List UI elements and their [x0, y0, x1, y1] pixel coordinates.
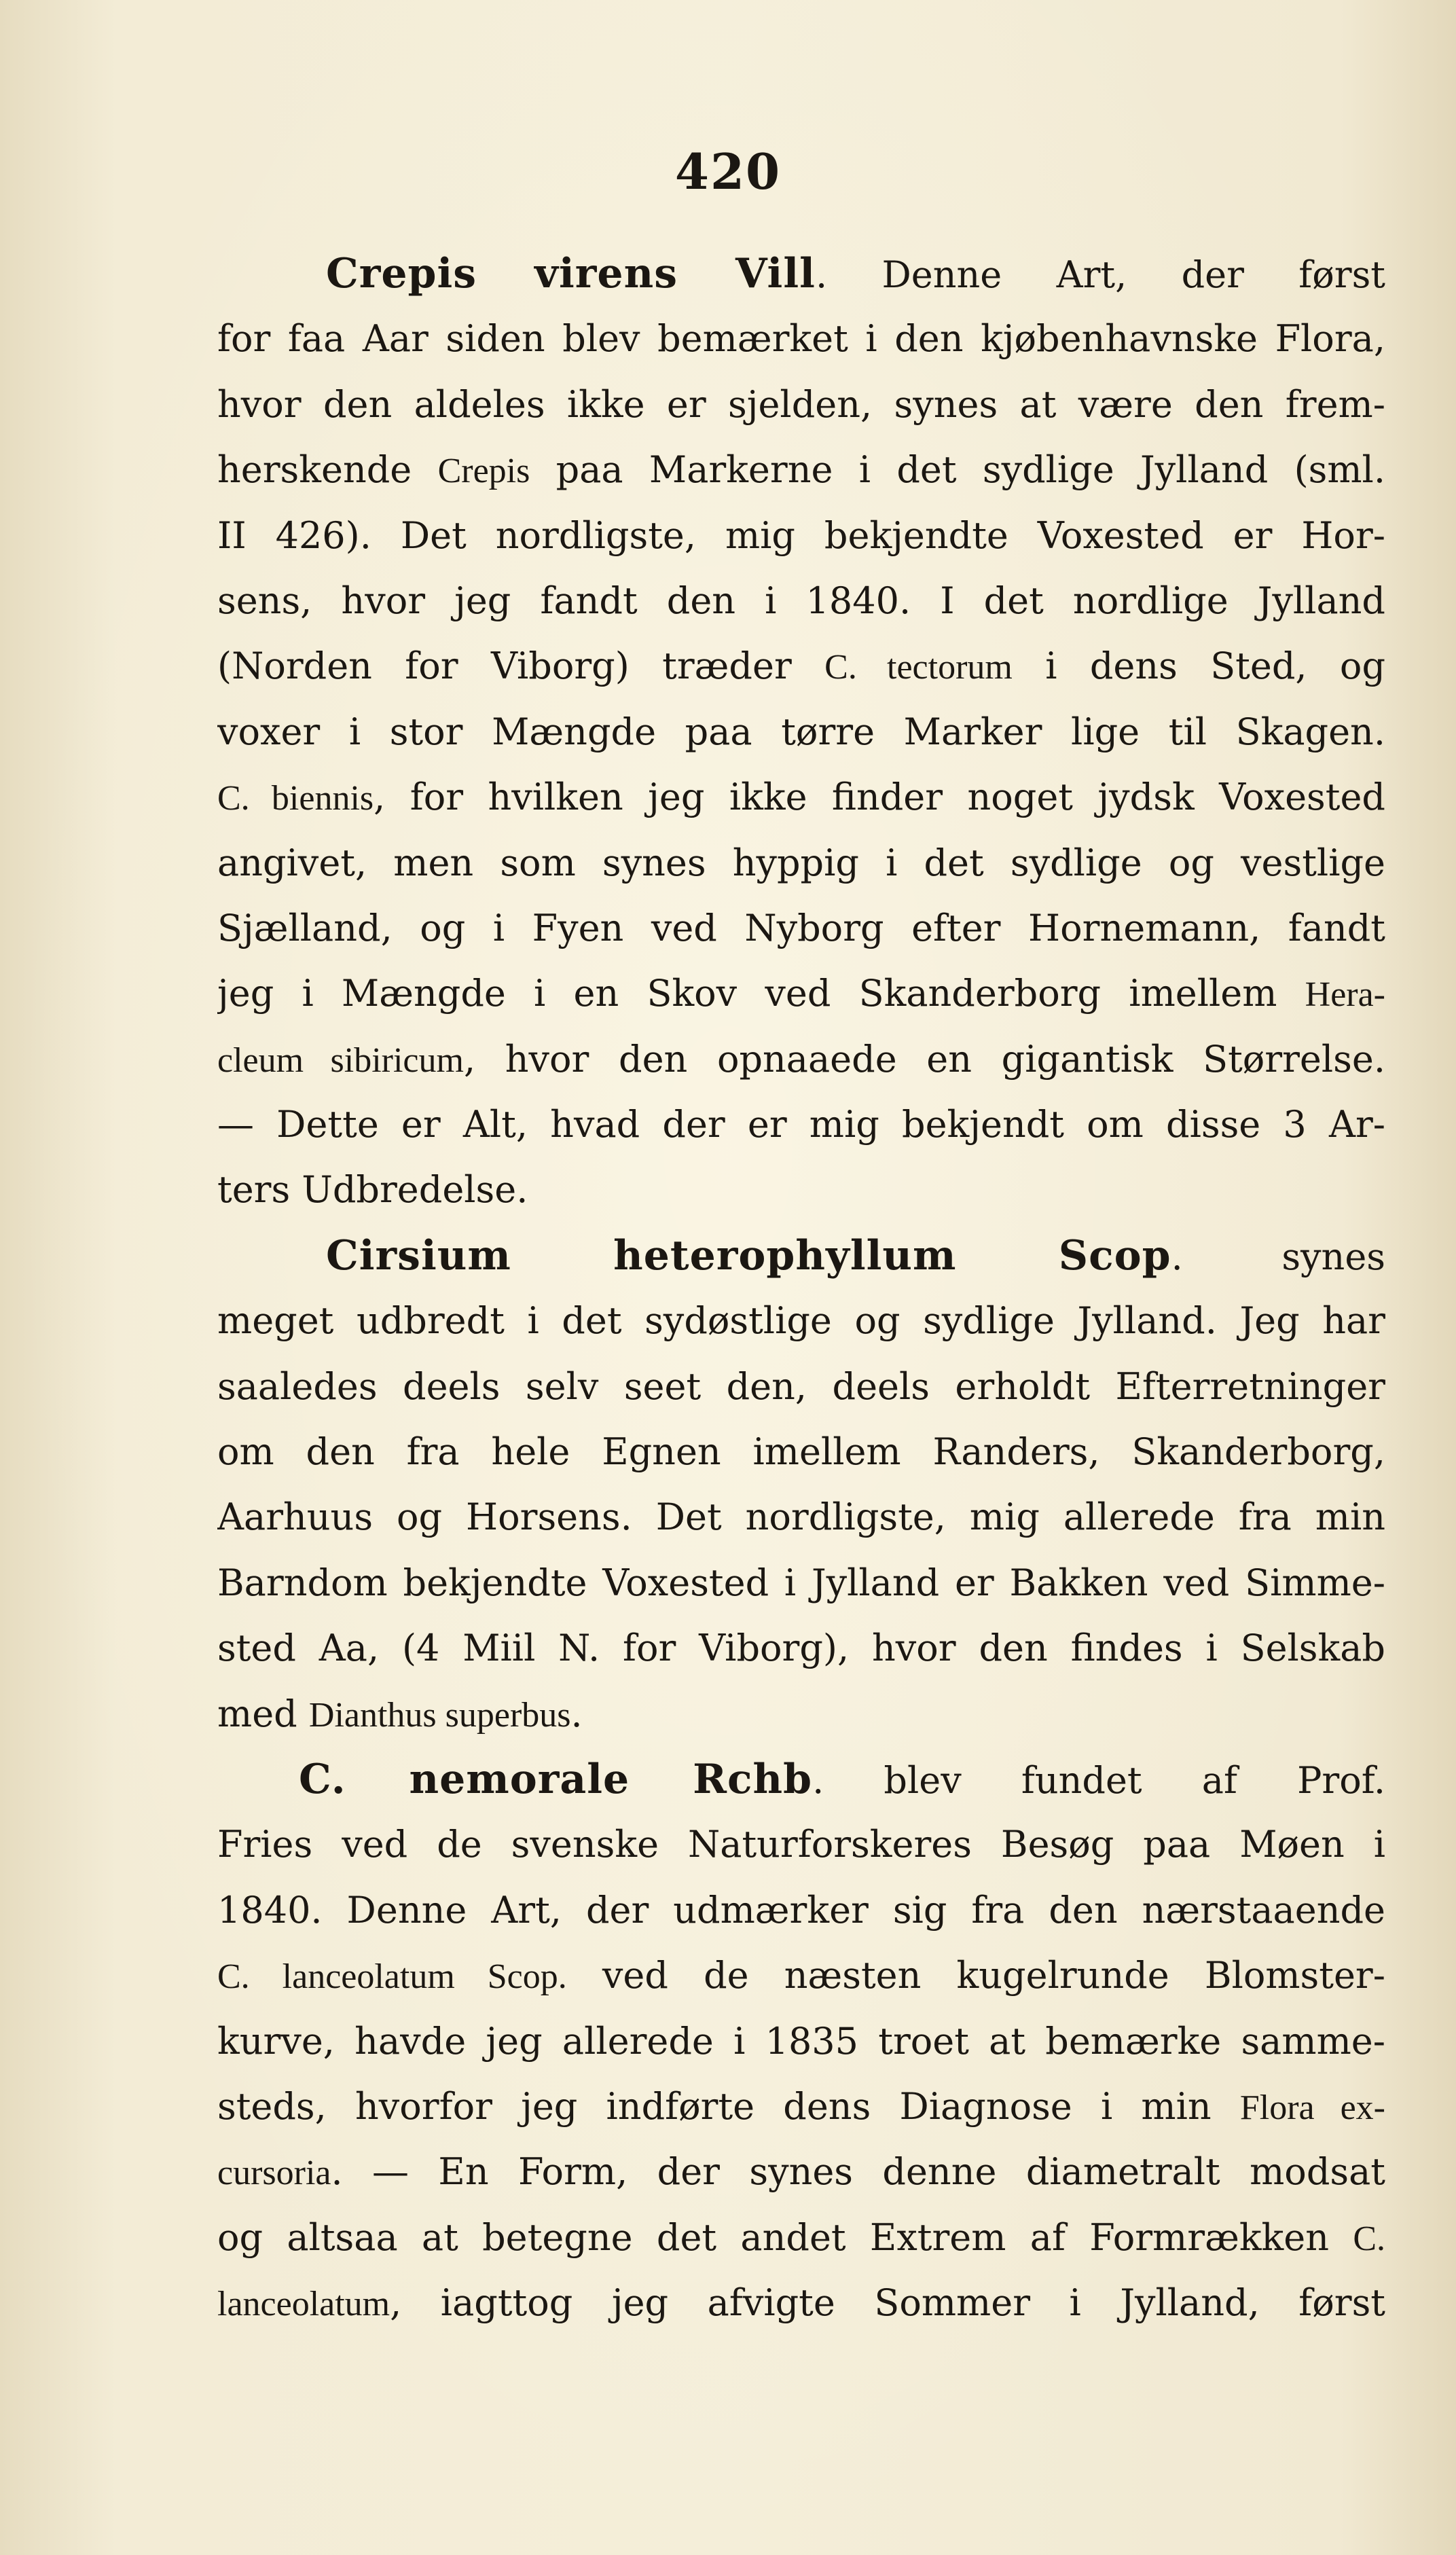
text-line [217, 241, 1385, 306]
text-segment: (Norden for Viborg) træder [217, 645, 825, 688]
text-segment: og altsaa at betegne det andet Extrem af Formrækken [217, 2215, 1353, 2259]
text-segment: ters Udbredelse. [217, 1168, 528, 1212]
text-segment: ved de næsten kugelrunde Blomster- [566, 1954, 1385, 1997]
text-segment: . — En Form, der synes denne diametralt modsat [331, 2150, 1385, 2194]
text-segment: for faa Aar siden blev bemærket i den kjøbenhavnske Flora, [217, 317, 1385, 361]
text-segment: herskende [217, 448, 438, 492]
text-line [217, 568, 1385, 634]
text-line [217, 1747, 1385, 1812]
text-line [217, 1812, 1385, 1877]
text-line [217, 765, 1385, 830]
text-segment: saaledes deels selv seet den, deels erholdt Efterretninger [217, 1364, 1385, 1408]
text-segment: kurve, havde jeg allerede i 1835 troet at bemærke samme- [217, 2019, 1385, 2063]
latin-term: C. lanceolatum Scop. [217, 1957, 567, 1997]
text-line [217, 1943, 1385, 2008]
text-segment: Fries ved de svenske Naturforskeres Besøg paa Møen i [217, 1823, 1385, 1866]
text-segment: med [217, 1692, 309, 1735]
text-segment: Aarhuus og Horsens. Det nordligste, mig allerede fra min [217, 1496, 1385, 1539]
text-line [217, 1485, 1385, 1550]
body-text [217, 241, 1385, 2336]
text-line [217, 1092, 1385, 1157]
text-segment: II 426). Det nordligste, mig bekjendte Voxested er Hor- [217, 513, 1385, 557]
text-line [217, 1419, 1385, 1485]
text-segment: . [570, 1692, 583, 1735]
species-heading: Crepis virens Vill [326, 250, 816, 297]
latin-term: Hera- [1305, 975, 1385, 1015]
text-line [217, 2009, 1385, 2074]
text-line [217, 2270, 1385, 2336]
text-line [217, 1157, 1385, 1222]
text-line [217, 2205, 1385, 2270]
text-line [217, 2139, 1385, 2205]
species-heading: Cirsium heterophyllum Scop [326, 1231, 1171, 1280]
text-line [217, 2074, 1385, 2139]
text-segment: , hvor den opnaaede en gigantisk Størrelse. [463, 1037, 1385, 1081]
text-segment: . synes [1171, 1235, 1385, 1278]
text-segment: Sjælland, og i Fyen ved Nyborg efter Hornemann, fandt [217, 906, 1385, 949]
text-line [217, 634, 1385, 699]
latin-term: Crepis [437, 452, 530, 491]
text-segment: — Dette er Alt, hvad der er mig bekjendt om disse 3 Ar- [217, 1103, 1385, 1146]
text-line [217, 503, 1385, 568]
latin-term: lanceolatum [217, 2285, 390, 2324]
text-segment: om den fra hele Egnen imellem Randers, Skanderborg, [217, 1430, 1385, 1474]
text-segment: , for hvilken jeg ikke finder noget jydsk Voxested [374, 776, 1385, 819]
text-segment: hvor den aldeles ikke er sjelden, synes at være den frem- [217, 382, 1385, 426]
text-line [217, 1878, 1385, 1943]
text-segment: angivet, men som synes hyppig i det sydlige og vestlige [217, 841, 1385, 884]
species-heading: C. nemorale Rchb [299, 1755, 813, 1803]
text-segment: Barndom bekjendte Voxested i Jylland er Bakken ved Simme- [217, 1561, 1385, 1604]
text-line [217, 896, 1385, 961]
text-segment: sted Aa, (4 Miil N. for Viborg), hvor den findes i Selskab [217, 1627, 1385, 1670]
text-segment: , iagttog jeg afvigte Sommer i Jylland, først [390, 2281, 1385, 2325]
latin-term: C. tectorum [824, 648, 1013, 687]
text-segment: paa Markerne i det sydlige Jylland (sml. [530, 448, 1385, 492]
text-segment: i dens Sted, og [1012, 645, 1385, 688]
text-line [217, 1354, 1385, 1419]
latin-term: cleum sibiricum [217, 1040, 464, 1080]
text-segment: jeg i Mængde i en Skov ved Skanderborg imellem [217, 972, 1305, 1015]
text-line [217, 831, 1385, 896]
text-segment: steds, hvorfor jeg indførte dens Diagnose i min [217, 2084, 1240, 2128]
text-segment: . blev fundet af Prof. [812, 1758, 1385, 1802]
text-segment: sens, hvor jeg fandt den i 1840. I det nordlige Jylland [217, 579, 1385, 622]
text-line [217, 437, 1385, 503]
page-number: 420 [674, 143, 782, 200]
text-line [217, 700, 1385, 765]
text-segment: voxer i stor Mængde paa tørre Marker lige til Skagen. [217, 710, 1385, 753]
text-line [217, 1288, 1385, 1354]
text-segment: meget udbredt i det sydøstlige og sydlige Jylland. Jeg har [217, 1299, 1385, 1343]
text-line [217, 961, 1385, 1026]
text-line [217, 306, 1385, 372]
latin-term: Dianthus superbus [308, 1695, 571, 1735]
text-line [217, 1551, 1385, 1616]
text-line [217, 1682, 1385, 1747]
text-line [217, 372, 1385, 437]
text-line [217, 1223, 1385, 1288]
text-segment: . Denne Art, der først [815, 253, 1385, 296]
latin-term: cursoria [217, 2154, 331, 2193]
text-line [217, 1616, 1385, 1681]
text-segment: 1840. Denne Art, der udmærker sig fra den nærstaaende [217, 1888, 1385, 1932]
latin-term: C. biennis [217, 779, 374, 818]
text-line [217, 1027, 1385, 1092]
latin-term: C. [1353, 2219, 1385, 2258]
latin-term: Flora ex- [1239, 2088, 1385, 2127]
